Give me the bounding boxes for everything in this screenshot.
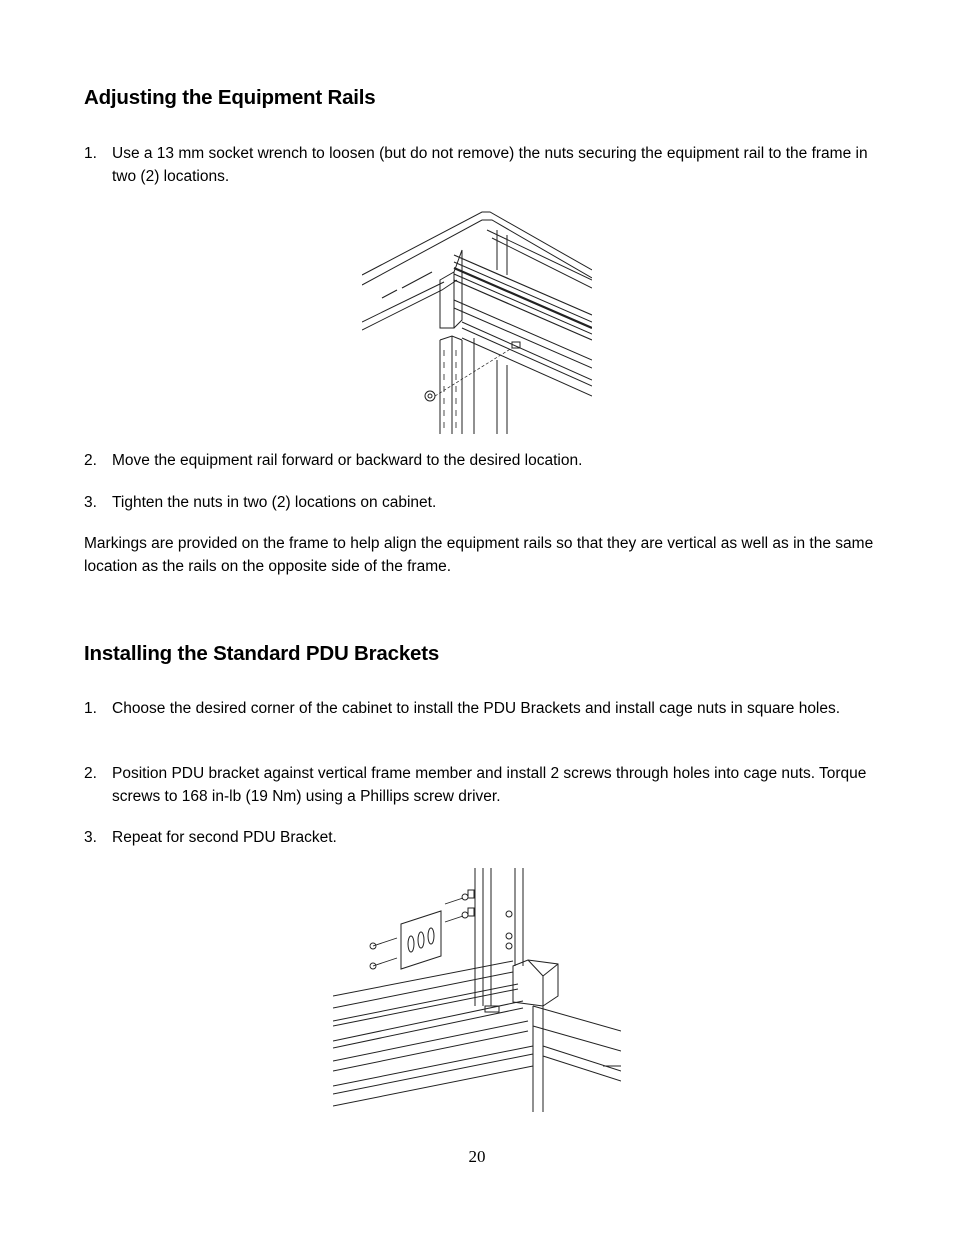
alignment-note: Markings are provided on the frame to help align the equipment rails so that they are vertical as well as in the same location as the rails on the opposite side of the frame. (84, 535, 874, 575)
step-text: Choose the desired corner of the cabinet to install the PDU Brackets and install cage nuts in square holes. (112, 700, 841, 717)
step-item (84, 826, 874, 849)
step-text: Use a 13 mm socket wrench to loosen (but do not remove) the nuts securing the equipment rail to the frame in two (2) locations. (112, 145, 868, 185)
step-item (84, 449, 874, 472)
section-heading-adjusting-rails: Adjusting the Equipment Rails (84, 86, 376, 109)
pdu-bracket-illustration (333, 866, 621, 1112)
page-number: 20 (468, 1147, 486, 1166)
step-item (84, 697, 874, 720)
step-item (84, 142, 874, 188)
step-text: Repeat for second PDU Bracket. (112, 829, 337, 846)
step-text: Position PDU bracket against vertical frame member and install 2 screws through holes into cage nuts. Torque screws to 168 in-lb (19 Nm) using a Phillips screw driver. (112, 765, 867, 805)
step-text: Move the equipment rail forward or backward to the desired location. (112, 452, 583, 469)
step-number: 2. (84, 452, 97, 469)
step-item (84, 491, 874, 514)
step-number: 3. (84, 829, 97, 846)
step-number: 1. (84, 145, 97, 162)
step-text: Tighten the nuts in two (2) locations on cabinet. (112, 494, 437, 511)
step-number: 3. (84, 494, 97, 511)
step-number: 1. (84, 700, 97, 717)
section-heading-pdu-brackets: Installing the Standard PDU Brackets (84, 642, 440, 665)
equipment-rail-illustration (362, 210, 592, 434)
step-number: 2. (84, 765, 97, 782)
step-item (84, 762, 874, 808)
